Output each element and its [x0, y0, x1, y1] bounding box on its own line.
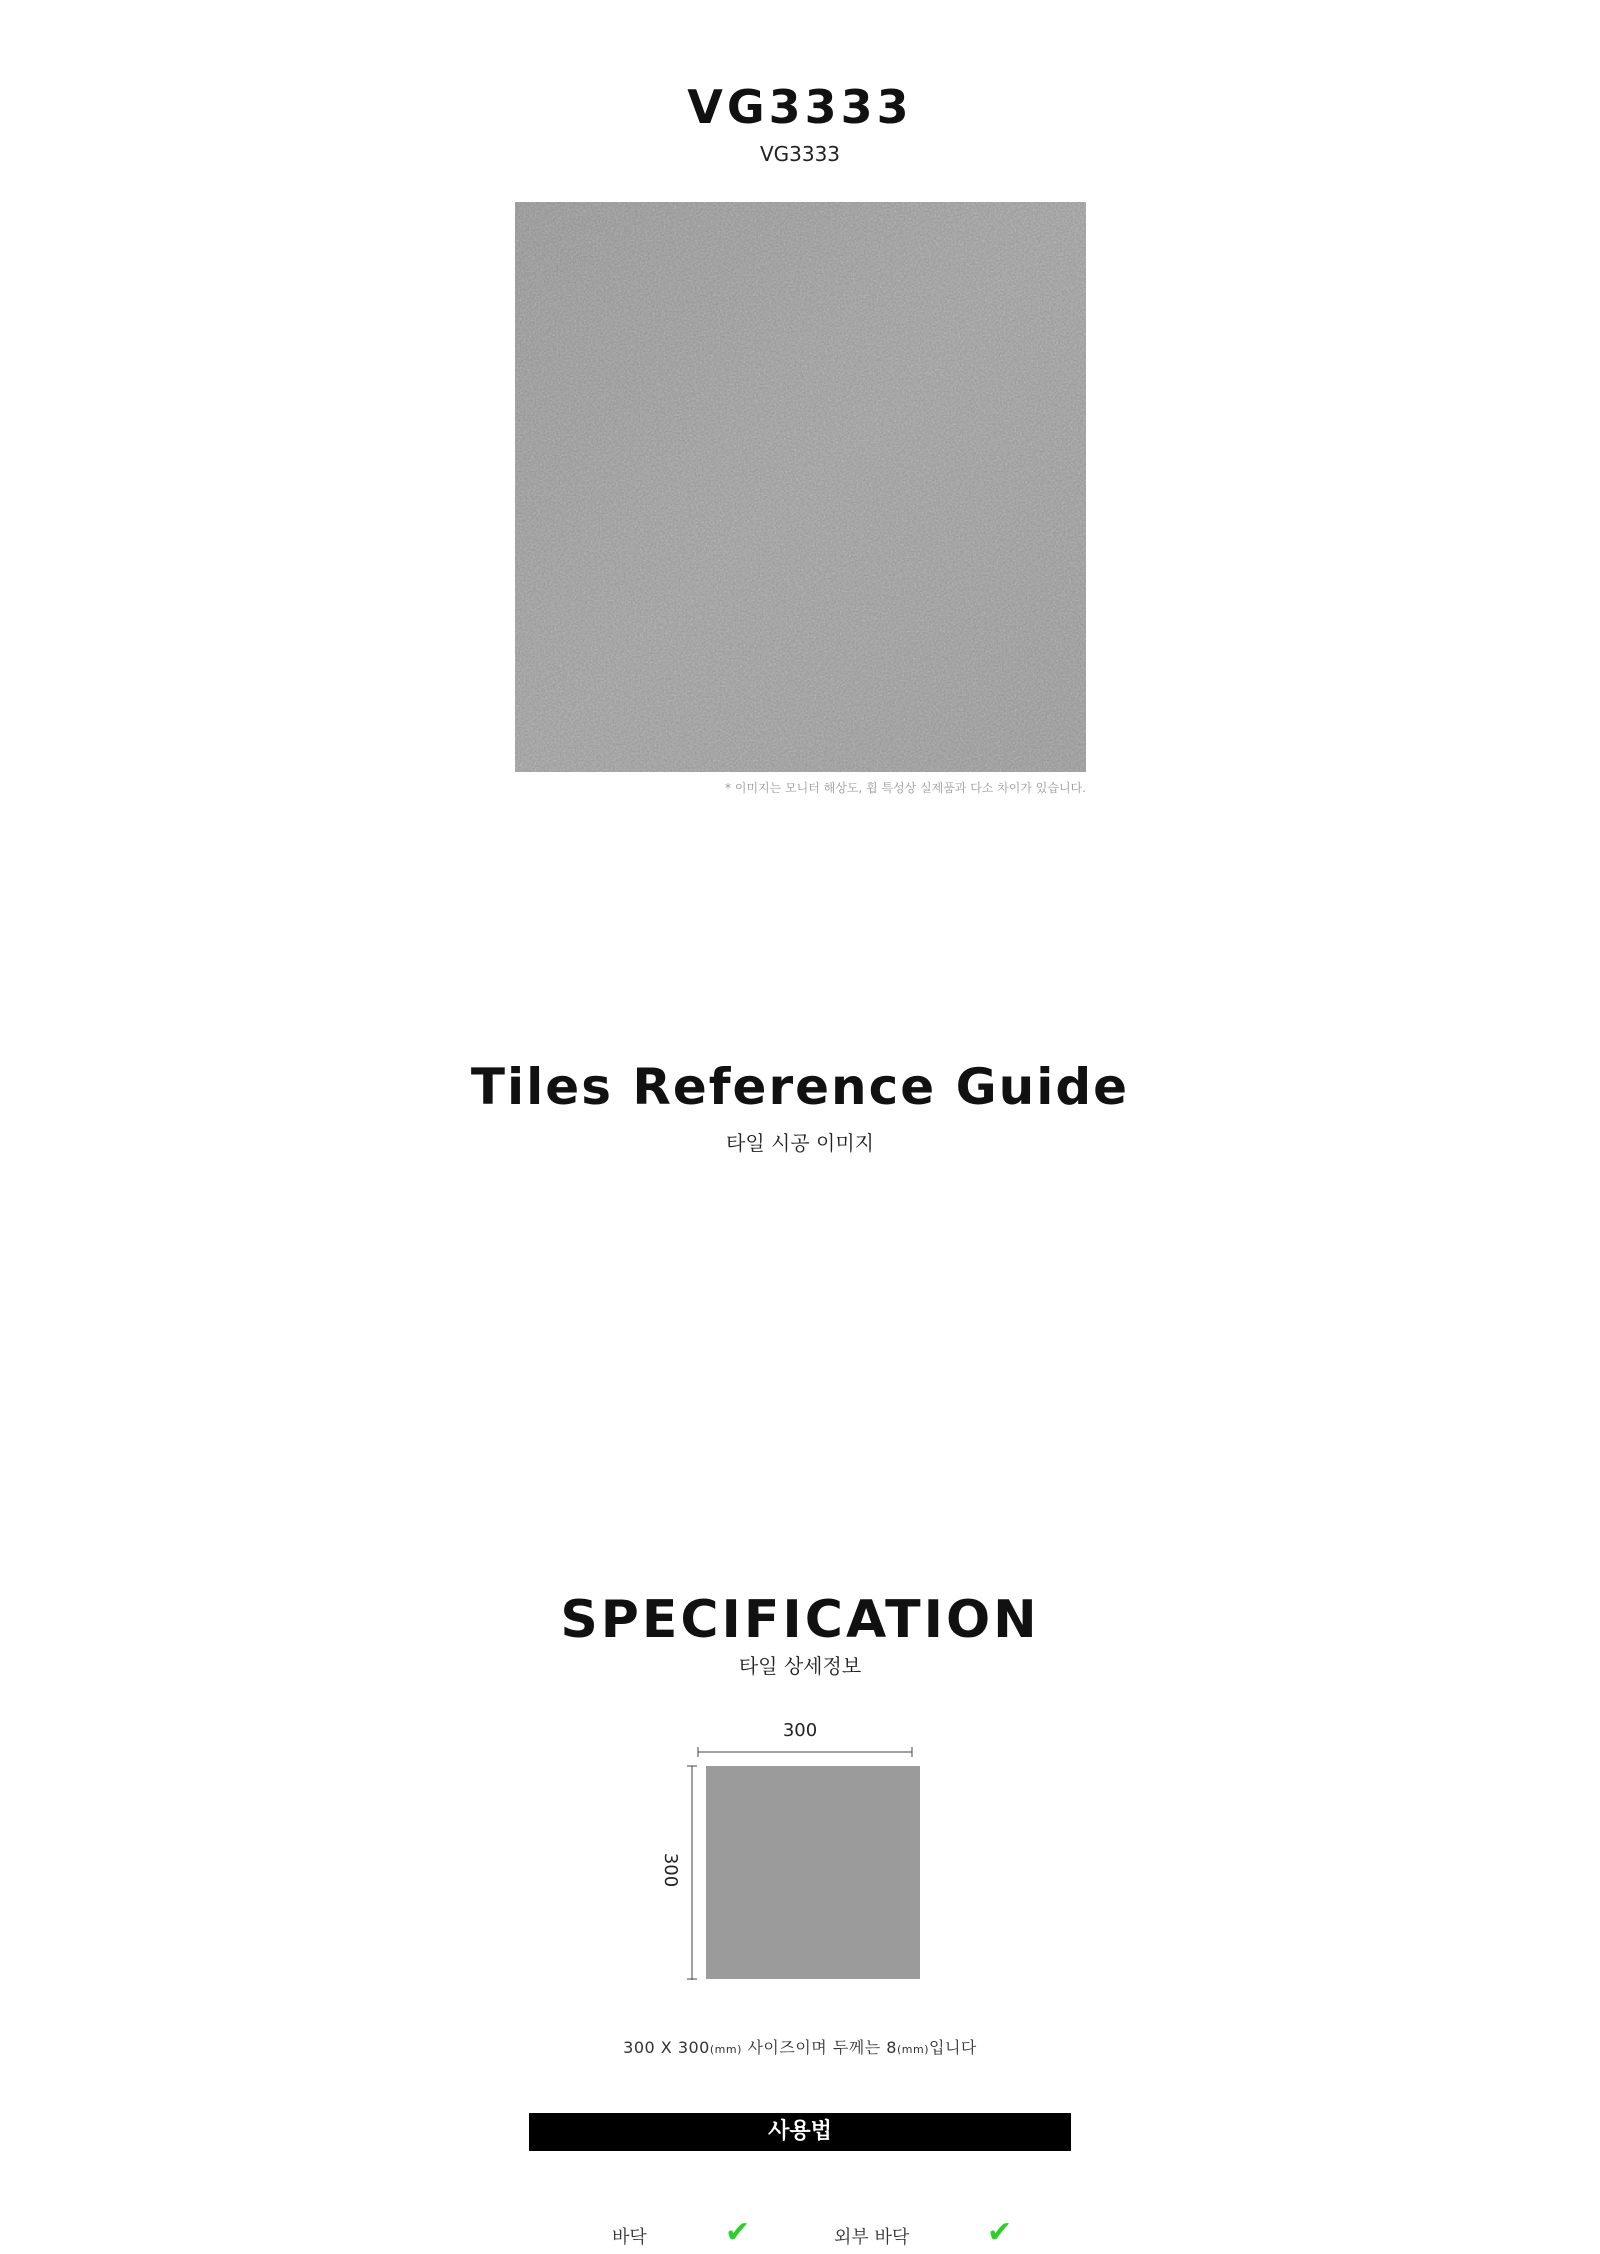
spec-thickness: 사이즈이며 두께는 8 [741, 2038, 897, 2057]
usage-header: 사용법 [529, 2113, 1071, 2151]
spec-unit: (mm) [709, 2043, 742, 2056]
tile-dimension-diagram [650, 1740, 920, 1980]
product-title: VG3333 [687, 80, 913, 134]
width-dimension-label: 300 [782, 1720, 818, 1741]
tile-swatch-image [515, 202, 1086, 772]
spec-unit: (mm) [896, 2043, 929, 2056]
guide-subtitle: 타일 시공 이미지 [726, 1131, 874, 1155]
width-dimension-line [698, 1747, 912, 1757]
spec-size: 300 X 300 [623, 2038, 710, 2057]
spec-title: SPECIFICATION [560, 1590, 1040, 1650]
product-code: VG3333 [759, 142, 841, 166]
spec-subtitle: 타일 상세정보 [738, 1654, 862, 1678]
image-disclaimer: * 이미지는 모니터 해상도, 휩 특성상 실제품과 다소 차이가 있습니다. [725, 781, 1086, 795]
spec-end: 입니다 [928, 2038, 977, 2057]
height-dimension-line [687, 1766, 697, 1980]
check-icon: ✔ [725, 2215, 751, 2250]
tile-shape [706, 1766, 920, 1979]
check-icon: ✔ [987, 2215, 1013, 2250]
spec-description [0, 2035, 1600, 2058]
height-dimension-label: 300 [660, 1852, 681, 1888]
usage-item-floor: 바닥 [612, 2227, 647, 2248]
guide-title: Tiles Reference Guide [470, 1058, 1130, 1116]
usage-item-exterior-floor: 외부 바닥 [834, 2227, 910, 2248]
